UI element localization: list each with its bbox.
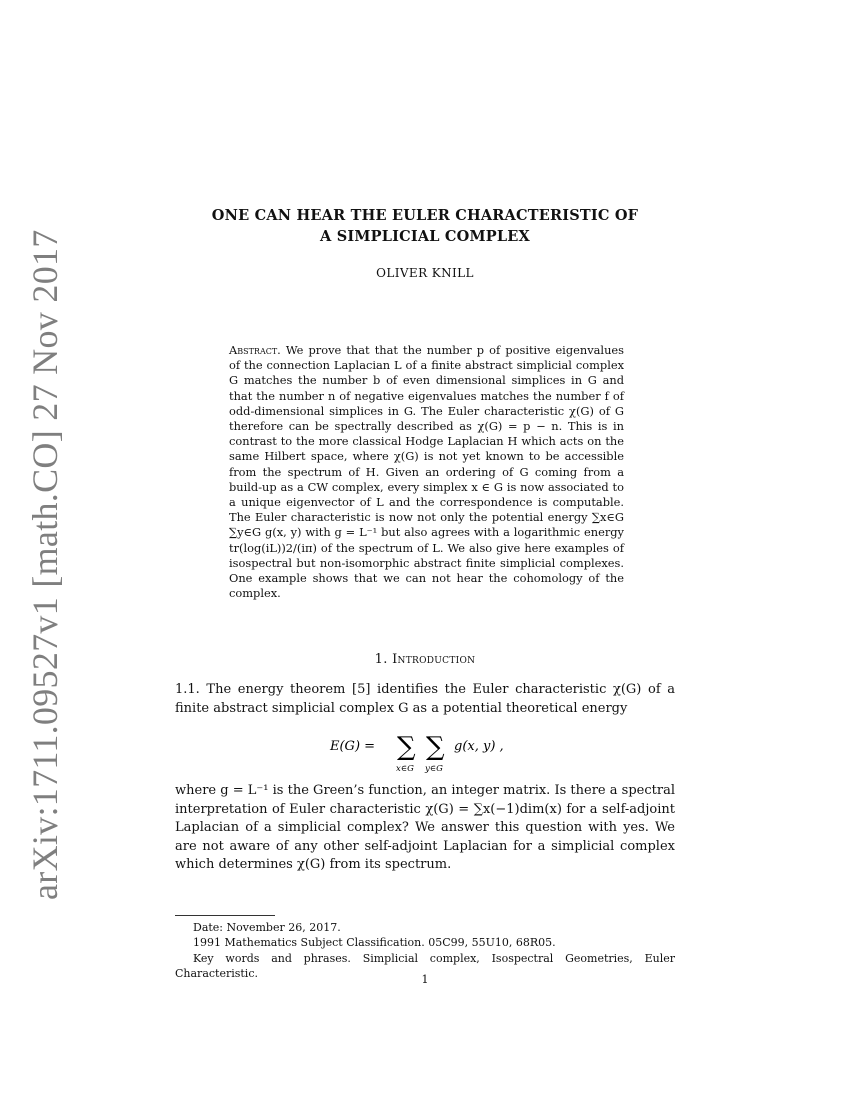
abstract (229, 343, 624, 601)
equation-subscript-1: x∈G (396, 764, 414, 774)
author-name: OLIVER KNILL (376, 266, 474, 280)
intro-paragraph-1: 1.1. The energy theorem [5] identifies the Euler characteristic χ(G) of a finite abstract simplicial complex G as a potential theoretical energy (175, 682, 675, 716)
equation-summand: g(x, y) , (454, 739, 504, 754)
footnote-divider (175, 915, 275, 916)
title-line-2: A SIMPLICIAL COMPLEX (320, 228, 530, 245)
page-number: 1 (421, 973, 429, 986)
footnote-date: Date: November 26, 2017. (193, 921, 341, 934)
footnote-msc: 1991 Mathematics Subject Classification. 05C99, 55U10, 68R05. (193, 936, 556, 950)
section-number: 1. (374, 652, 388, 667)
equation-sum-1: ∑ (397, 732, 416, 762)
paper-title (175, 205, 675, 247)
intro-paragraph-2: where g = L⁻¹ is the Green’s function, an integer matrix. Is there a spectral interpretation of Euler characteristic χ(G) = ∑x(−1)dim(x) for a self-adjoint Laplacian of a simplicial complex? We answer this question with yes. We are not aware of any other self-adjoint Laplacian for a simplicial complex which determines χ(G) from its spectrum. (175, 783, 675, 872)
footnotes (175, 920, 675, 981)
equation-subscript-2: y∈G (425, 764, 443, 774)
energy-equation (175, 728, 675, 776)
section-heading (175, 652, 675, 667)
footnote-keywords: Key words and phrases. Simplicial complex, Isospectral Geometries, Euler Characteristic. (175, 951, 675, 980)
equation-lhs: E(G) = (330, 739, 376, 754)
arxiv-identifier-stamp: arXiv:1711.09527v1 [math.CO] 27 Nov 2017 (25, 229, 65, 900)
section-title-text: Introduction (392, 652, 476, 667)
title-line-1: ONE CAN HEAR THE EULER CHARACTERISTIC OF (211, 207, 639, 224)
abstract-text: We prove that that the number p of positive eigenvalues of the connection Laplacian L of a finite abstract simplicial complex G matches the number b of even dimensional simplices in G and that the number n of negative eigenvalues matches the number f of odd-dimensional simplices in G. The Euler characteristic χ(G) of G therefore can be spectrally described as χ(G) = p − n. This is in contrast to the more classical Hodge Laplacian H which acts on the same Hilbert space, where χ(G) is not yet known to be accessible from the spectrum of H. Given an ordering of G coming from a build-up as a CW complex, every simplex x ∈ G is now associated to a unique eigenvector of L and the correspondence is computable. The Euler characteristic is now not only the potential energy ∑x∈G ∑y∈G g(x, y) with g = L⁻¹ but also agrees with a logarithmic energy tr(log(iL))2/(iπ) of the spectrum of L. We also give here examples of isospectral but non-isomorphic abstract finite simplicial complexes. One example shows that we can not hear the cohomology of the complex. (229, 343, 624, 601)
equation-sum-2: ∑ (426, 732, 445, 762)
abstract-label: Abstract. (229, 343, 281, 357)
